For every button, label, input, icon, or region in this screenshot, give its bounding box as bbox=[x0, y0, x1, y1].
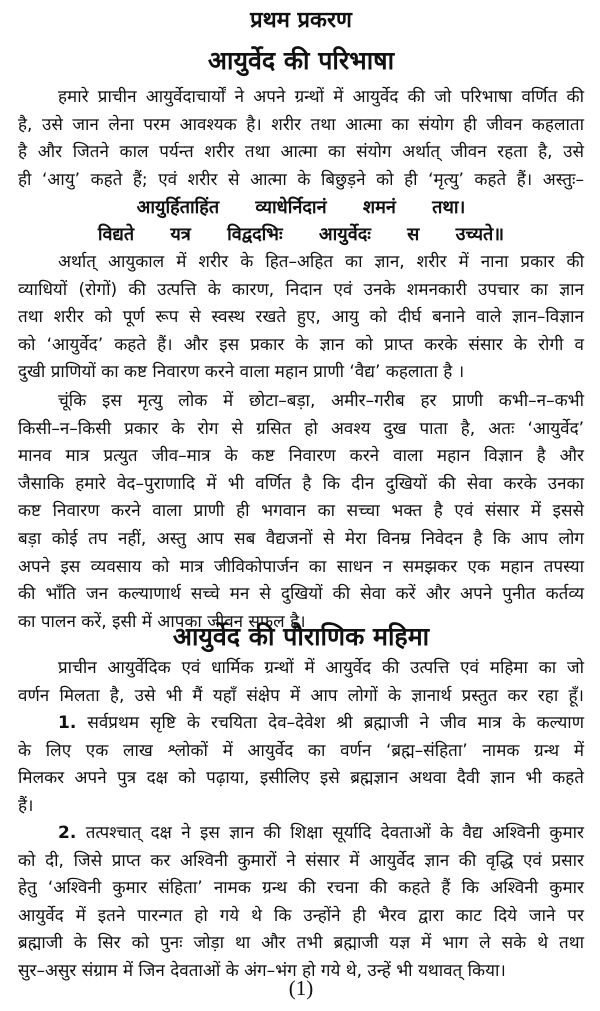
chapter-title: प्रथम प्रकरण bbox=[250, 8, 352, 33]
text-line: प्राचीन आयुर्वेदिक एवं धार्मिक ग्रन्थों में आयुर्वेद की उत्पत्ति एवं महिमा का जो bbox=[58, 658, 584, 678]
text-line bbox=[18, 820, 584, 848]
text-line: हैं। bbox=[18, 795, 34, 816]
text-line: ब्रह्माजी के सिर को पुनः जोड़ा था और तभी ब्रह्माजी यज्ञ में भाग ले सके थे तथा bbox=[18, 933, 584, 954]
text-line: मानव मात्र प्रत्युत जीव–मात्र के कष्ट निवारण करने वाला महान विज्ञान है और bbox=[18, 446, 584, 467]
text-line: ही ‘आयु’ कहते हैं; एवं शरीर से आत्मा के बिछुड़ने को ही ‘मृत्यु’ कहते हैं। अस्तुः– bbox=[18, 169, 584, 190]
text-line: कष्ट निवारण करने वाला प्राणी ही भगवान का सच्चा भक्त है एवं संसार में इससे bbox=[18, 501, 584, 522]
text-line: के लिए एक लाख श्लोकों में आयुर्वेद का वर्णन ‘ब्रह्म–संहिता’ नामक ग्रन्थ में bbox=[18, 740, 584, 761]
text-line: है और जितने काल पर्यन्त शरीर तथा आत्मा का संयोग अर्थात् जीवन रहता है, उसे bbox=[18, 142, 584, 163]
section-title-definition: आयुर्वेद की परिभाषा bbox=[207, 46, 395, 75]
text-line bbox=[18, 710, 584, 738]
paragraph-puranic-intro bbox=[18, 655, 584, 710]
list-item-2 bbox=[18, 820, 584, 986]
item-text: तत्पश्चात् दक्ष ने इस ज्ञान की शिक्षा सूर्यादि देवताओं के वैद्य अश्विनी कुमार bbox=[85, 823, 584, 843]
text-line: अर्थात् आयुकाल में शरीर के हित–अहित का ज्ञान, शरीर में नाना प्रकार की bbox=[58, 252, 584, 272]
text-line: को दी, जिसे प्राप्त कर अश्विनी कुमारों ने संसार में आयुर्वेद ज्ञान की वृद्धि एवं प्रसार bbox=[18, 850, 584, 871]
paragraph-definition-meaning bbox=[18, 249, 584, 387]
text-line: अपने इस व्यवसाय को मात्र जीविकोपार्जन का साधन न समझकर एक महान तपस्या bbox=[18, 556, 584, 577]
text-line: चूंकि इस मृत्यु लोक में छोटा–बड़ा, अमीर–गरीब हर प्राणी कभी–न–कभी bbox=[58, 391, 584, 411]
book-page bbox=[18, 0, 584, 1011]
item-number: 2. bbox=[58, 823, 77, 843]
text-line: आयुर्वेद में इतने पारन्गत हो गये थे कि उन्होंने ही भैरव द्वारा काट दिये जाने पर bbox=[18, 905, 584, 926]
sanskrit-verse bbox=[18, 194, 584, 248]
paragraph-appeal-to-vaidyas bbox=[18, 388, 584, 636]
text-line: है, उसे जान लेना परम आवश्यक है। शरीर तथा आत्मा का संयोग ही जीवन कहलाता bbox=[18, 114, 584, 135]
text-line: को ‘आयुर्वेद’ कहते हैं। और इस प्रकार के ज्ञान को प्राप्त करके संसार के रोगी व bbox=[18, 334, 584, 355]
text-line: वर्णन मिलता है, उसे भी मैं यहाँ संक्षेप में आप लोगों के ज्ञानार्थ प्रस्तुत कर रहा हूँ। bbox=[18, 685, 584, 706]
text-line: सुर–असुर संग्राम में जिन देवताओं के अंग–भंग हो गये थे, उन्हें भी यथावत् किया। bbox=[18, 960, 506, 981]
text-line: तथा शरीर को पूर्ण रूप से स्वस्थ रखते हुए, आयु को दीर्घ बनाने वाले ज्ञान–विज्ञान bbox=[18, 307, 584, 328]
text-line: जैसाकि हमारे वेद–पुराणादि में भी वर्णित है कि दीन दुखियों की सेवा करके उनका bbox=[18, 473, 584, 494]
text-line: का पालन करें, इसी में आपका जीवन सफल है। bbox=[18, 611, 306, 632]
text-line: मिलकर अपने पुत्र दक्ष को पढ़ाया, इसीलिए इसे ब्रह्मज्ञान अथवा दैवी ज्ञान भी कहते bbox=[18, 768, 584, 789]
section-title-puranic-glory: आयुर्वेद की पौराणिक महिमा bbox=[172, 622, 430, 651]
verse-line: विद्यते यत्र विद्वदभिः आयुर्वेदः स उच्यते॥ bbox=[97, 224, 505, 245]
text-line: किसी–न–किसी प्रकार के रोग से ग्रसित हो अवश्य दुख पाता है, अतः ‘आयुर्वेद’ bbox=[18, 418, 584, 439]
text-line: दुखी प्राणियों का कष्ट निवारण करने वाला महान प्राणी ‘वैद्य’ कहलाता है । bbox=[18, 362, 465, 383]
verse-line: आयुर्हिताहिंत व्याधेर्निदानं शमनं तथा। bbox=[136, 197, 466, 218]
item-text: सर्वप्रथम सृष्टि के रचयिता देव–देवेश श्री ब्रह्माजी ने जीव मात्र के कल्याण bbox=[87, 713, 584, 733]
paragraph-definition-intro bbox=[18, 84, 584, 194]
list-item-1 bbox=[18, 710, 584, 820]
text-line: बड़ा कोई तप नहीं, अस्तु आप सब वैद्यजनों से मेरा विनम्र निवेदन है कि आप लोग bbox=[18, 528, 584, 549]
item-number: 1. bbox=[58, 713, 77, 733]
page-number: (1) bbox=[288, 976, 314, 1000]
text-line: व्याधियों (रोगों) की उत्पत्ति के कारण, निदान एवं उनके शमनकारी उपचार का ज्ञान bbox=[18, 279, 584, 300]
text-line: हमारे प्राचीन आयुर्वेदाचार्यों ने अपने ग्रन्थों में आयुर्वेद की जो परिभाषा वर्णित की bbox=[58, 87, 584, 107]
text-line: हेतु ‘अश्विनी कुमार संहिता’ नामक ग्रन्थ की रचना की कहते हैं कि अश्विनी कुमार bbox=[18, 878, 584, 899]
text-line: की भाँति जन कल्याणार्थ सच्चे मन से दुखियों की सेवा करें और अपने पुनीत कर्तव्य bbox=[18, 584, 584, 605]
